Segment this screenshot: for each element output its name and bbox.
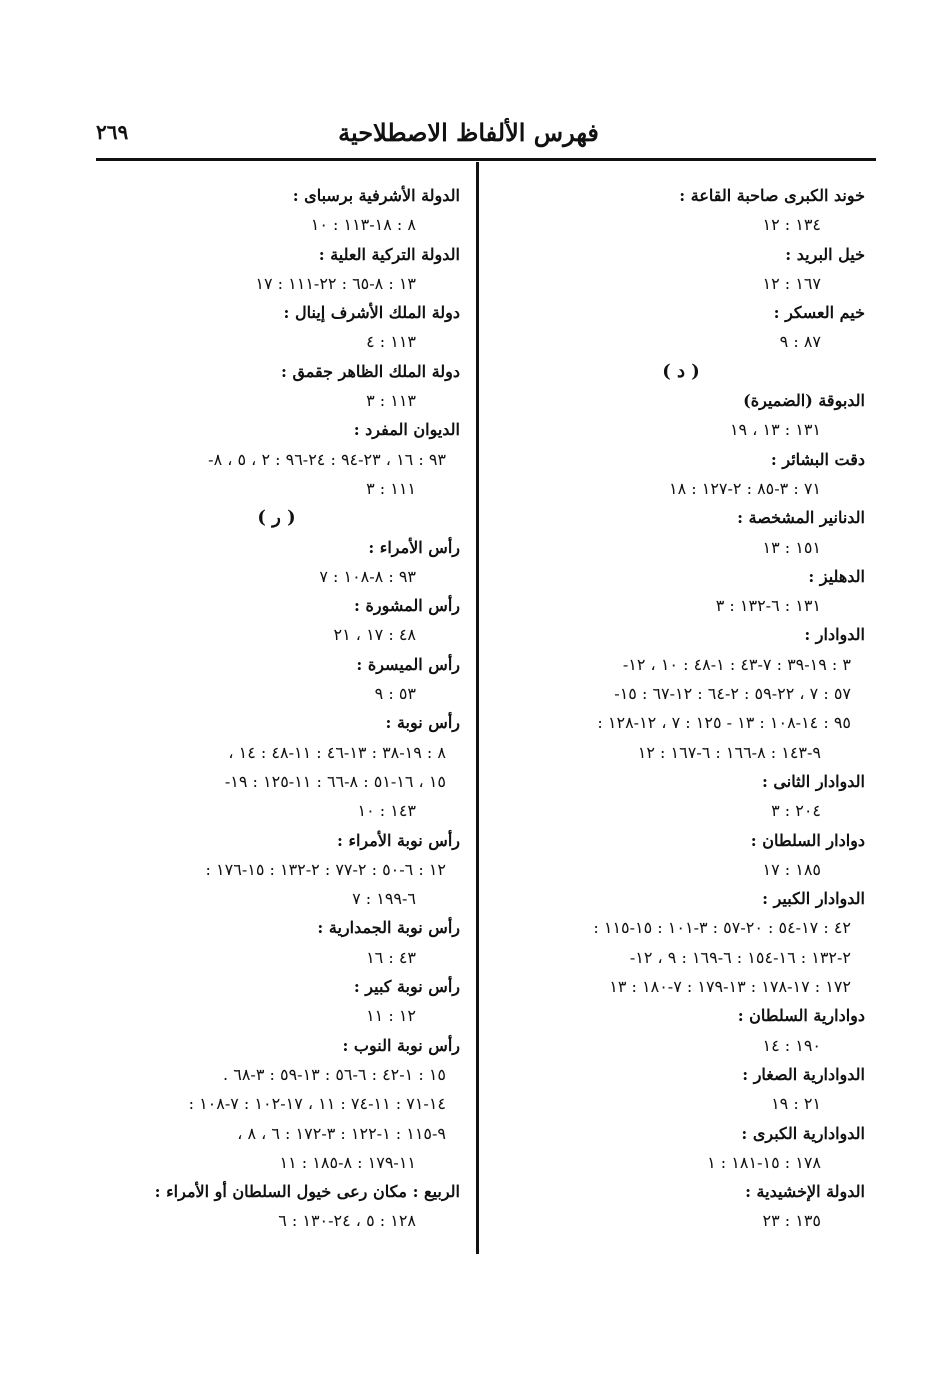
- index-term: الدبوقة (الضميرة): [743, 391, 865, 411]
- index-ref-line: ١٣ : ٨-٦٥ : ٢٢-١١١ : ١٧: [255, 273, 416, 293]
- index-ref-line: ١٣١ : ٦-١٣٢ : ٣: [715, 596, 821, 616]
- index-ref-line: ١٦٧ : ١٢: [762, 273, 821, 293]
- index-ref-line: ١٢ : ١١: [366, 1006, 416, 1026]
- index-term: الدولة التركية العلية :: [318, 244, 460, 264]
- index-term: رأس نوبة كبير :: [353, 977, 460, 997]
- index-ref-line: ١٤٣ : ١٠: [357, 801, 416, 821]
- index-ref-line: ٩٣ : ٨-١٠٨ : ٧: [319, 566, 416, 586]
- index-ref-line: ١٩٠ : ١٤: [762, 1035, 821, 1055]
- index-ref-line: ٥٧ : ٧ ، ٢٢-٥٩ : ٢-٦٤ : ١٢-٦٧ : ١٥-: [614, 684, 851, 704]
- section-letter-heading: ( د ): [662, 360, 700, 382]
- index-term: الربيع : مكان رعى خيول السلطان أو الأمراء :: [154, 1182, 460, 1202]
- index-ref-line: ٩٣ : ١٦ ، ٢٣-٩٤ : ٢٤-٩٦ : ٢ ، ٥ ، ٨-: [208, 449, 446, 469]
- index-ref-line: ٩-١٤٣ : ٨-١٦٦ : ٦-١٦٧ : ١٢: [637, 742, 821, 762]
- index-term: الدوادارية الكبرى :: [741, 1123, 865, 1143]
- index-term: دوادار السلطان :: [750, 830, 865, 850]
- index-ref-line: ٢٠٤ : ٣: [771, 801, 821, 821]
- index-ref-line: ١٣١ : ١٣ ، ١٩: [729, 420, 821, 440]
- index-term: خوند الكبرى صاحبة القاعة :: [679, 186, 865, 205]
- page-number: ٢٦٩: [96, 120, 129, 144]
- index-ref-line: ٢-١٣٢ : ١٦-١٥٤ : ٦-١٦٩ : ٩ ، ١٢-: [629, 947, 851, 967]
- index-ref-line: ١١٣ : ٣: [366, 391, 416, 411]
- index-ref-line: ١٥١ : ١٣: [762, 537, 821, 557]
- running-title: فهرس الألفاظ الاصطلاحية: [338, 118, 599, 147]
- index-ref-line: ١١-١٧٩ : ٨-١٨٥ : ١١: [279, 1152, 416, 1172]
- index-term: رأس نوبة الأمراء :: [336, 830, 460, 850]
- index-ref-line: ١١١ : ٣: [366, 478, 416, 498]
- index-ref-line: ٧١ : ٣-٨٥ : ٢-١٢٧ : ١٨: [668, 478, 821, 498]
- index-term: الدولة الأشرفية برسباى :: [292, 186, 460, 205]
- column-divider: [476, 162, 479, 1254]
- index-ref-line: ١٥ : ١-٤٢ : ٦-٥٦ : ١٣-٥٩ : ٣-٦٨ .: [223, 1064, 446, 1084]
- index-ref-line: ١٥ ، ١٦-٥١ : ٨-٦٦ : ١١-١٢٥ : ١٩-: [224, 771, 446, 791]
- index-term: الدوادار الثانى :: [761, 771, 865, 791]
- index-ref-line: ٣ : ١٩-٣٩ : ٧-٤٣ : ١-٤٨ : ١٠ ، ١٢-: [622, 654, 851, 674]
- index-ref-line: ٢١ : ١٩: [771, 1094, 821, 1114]
- index-ref-line: ١٧٢ : ١٧-١٧٨ : ١٣-١٧٩ : ٧-١٨٠ : ١٣: [609, 977, 851, 997]
- index-ref-line: ٩٥ : ١٤-١٠٨ : ١٣ - ١٢٥ : ٧ ، ١٢-١٢٨ :: [597, 713, 851, 733]
- index-ref-line: ٩-١١٥ : ١-١٢٢ : ٣-١٧٢ : ٦ ، ٨ ،: [237, 1123, 446, 1143]
- index-term: رأس المشورة :: [354, 596, 460, 616]
- index-term: خيل البريد :: [785, 244, 865, 264]
- index-term: الدنانير المشخصة :: [737, 508, 865, 528]
- index-ref-line: ١٣٥ : ٢٣: [762, 1211, 821, 1231]
- index-ref-line: ١٢ : ٦-٥٠ : ٢-٧٧ : ٢-١٣٢ : ١٥-١٧٦ :: [205, 859, 446, 879]
- header-rule: [96, 158, 876, 161]
- index-term: دولة الملك الظاهر جقمق :: [280, 361, 460, 381]
- index-term: دوادارية السلطان :: [737, 1006, 865, 1026]
- index-term: الدوادار الكبير :: [762, 889, 865, 909]
- index-ref-line: ١٨٥ : ١٧: [762, 859, 821, 879]
- index-ref-line: ١٢٨ : ٥ ، ٢٤-١٣٠ : ٦: [278, 1211, 416, 1231]
- index-term: الدوادارية الصغار :: [742, 1064, 865, 1084]
- index-ref-line: ٦-١٩٩ : ٧: [352, 889, 416, 909]
- index-term: دولة الملك الأشرف إينال :: [283, 303, 460, 323]
- right-column: [497, 181, 865, 1236]
- index-ref-line: ٥٣ : ٩: [374, 684, 416, 704]
- section-letter-heading: ( ر ): [257, 507, 296, 529]
- index-ref-line: ١١٣ : ٤: [366, 332, 416, 352]
- index-term: رأس الأمراء :: [368, 537, 460, 557]
- index-ref-line: ٨٧ : ٩: [779, 332, 821, 352]
- index-term: رأس نوبة الجمدارية :: [317, 918, 460, 938]
- index-ref-line: ١٤-٧١ : ١١-٧٤ : ١١ ، ١٧-١٠٢ : ٧-١٠٨ :: [188, 1094, 446, 1114]
- index-term: الدولة الإخشيدية :: [745, 1182, 865, 1202]
- index-term: الدوادار :: [804, 625, 865, 645]
- index-ref-line: ٤٢ : ١٧-٥٤ : ٢٠-٥٧ : ٣-١٠١ : ١٥-١١٥ :: [593, 918, 851, 938]
- index-ref-line: ١٧٨ : ١٥-١٨١ : ١: [707, 1152, 821, 1172]
- index-term: دقت البشائر :: [770, 449, 865, 469]
- index-term: رأس الميسرة :: [356, 654, 460, 674]
- index-term: خيم العسكر :: [773, 303, 865, 323]
- index-term: رأس نوبة :: [385, 713, 460, 733]
- index-term: الدهليز :: [808, 566, 865, 586]
- index-ref-line: ٨ : ١٩-٣٨ : ١٣-٤٦ : ١١-٤٨ : ١٤ ،: [228, 742, 446, 762]
- index-term: الديوان المفرد :: [353, 420, 460, 440]
- left-column: [93, 181, 460, 1236]
- index-ref-line: ١٣٤ : ١٢: [762, 215, 821, 235]
- index-term: رأس نوبة النوب :: [342, 1035, 460, 1055]
- index-ref-line: ٤٨ : ١٧ ، ٢١: [333, 625, 416, 645]
- index-ref-line: ٤٣ : ١٦: [366, 947, 416, 967]
- index-ref-line: ٨ : ١٨-١١٣ : ١٠: [310, 215, 416, 235]
